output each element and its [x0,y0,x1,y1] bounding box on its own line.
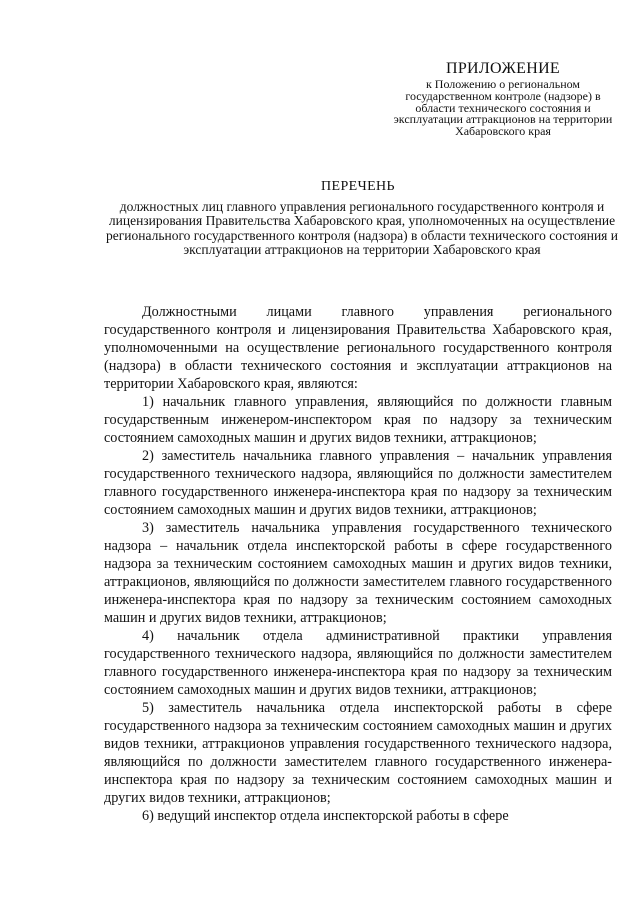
intro-paragraph: Должностными лицами главного управления регионального государственного контроля и лицензирования Правительства Хабаровского края, уполномоченными на осуществление регионального государственного контроля (надзора) в области технического состояния и эксплуатации аттракционов на территории Хабаровского края, являются: [104,304,612,392]
list-item-5: 5) заместитель начальника отдела инспекторской работы в сфере государственного надзора за техническим состоянием самоходных машин и других видов техники, аттракционов управления государственного технического надзора, являющийся по должности заместителем главного государственного инженера-инспектора края по надзору за техническим состоянием самоходных машин и других видов техники, аттракционов; [104,700,612,806]
appendix-text: к Положению о региональном государственном контроле (надзоре) в области технического состояния и эксплуатации аттракционов на территории Хабаровского края [393,77,613,139]
list-item-6: 6) ведущий инспектор отдела инспекторской работы в сфере [142,808,509,824]
document-body [104,303,612,825]
list-item-1: 1) начальник главного управления, являющийся по должности главным государственным инженером-инспектором края по надзору за техническим состоянием самоходных машин и других видов техники, аттракционов; [104,394,612,446]
list-item-3: 3) заместитель начальника управления государственного технического надзора – начальник отдела инспекторской работы в сфере государственного надзора за техническим состоянием самоходных машин и других видов техники, аттракционов, являющийся по должности заместителем главного государственного инженера-инспектора края по надзору за техническим состоянием самоходных машин и других видов техники, аттракционов; [104,520,612,626]
list-item-2: 2) заместитель начальника главного управления – начальник управления государственного технического надзора, являющийся по должности заместителем главного государственного инженера-инспектора края по надзору за техническим состоянием самоходных машин и других видов техники, аттракционов; [104,448,612,518]
appendix-block [392,60,614,138]
document-title: ПЕРЕЧЕНЬ [321,179,395,194]
list-item-4: 4) начальник отдела административной практики управления государственного технического надзора, являющийся по должности заместителем главного государственного инженера-инспектора края по надзору за техническим состоянием самоходных машин и других видов техники, аттракционов; [104,628,612,698]
appendix-title: ПРИЛОЖЕНИЕ [445,60,560,77]
document-subtitle: должностных лиц главного управления регионального государственного контроля и лицензирования Правительства Хабаровского края, уполномоченных на осуществление регионального государственного контроля (надзора) в области технического состояния и эксплуатации аттракционов на территории Хабаровского края [106,199,618,257]
